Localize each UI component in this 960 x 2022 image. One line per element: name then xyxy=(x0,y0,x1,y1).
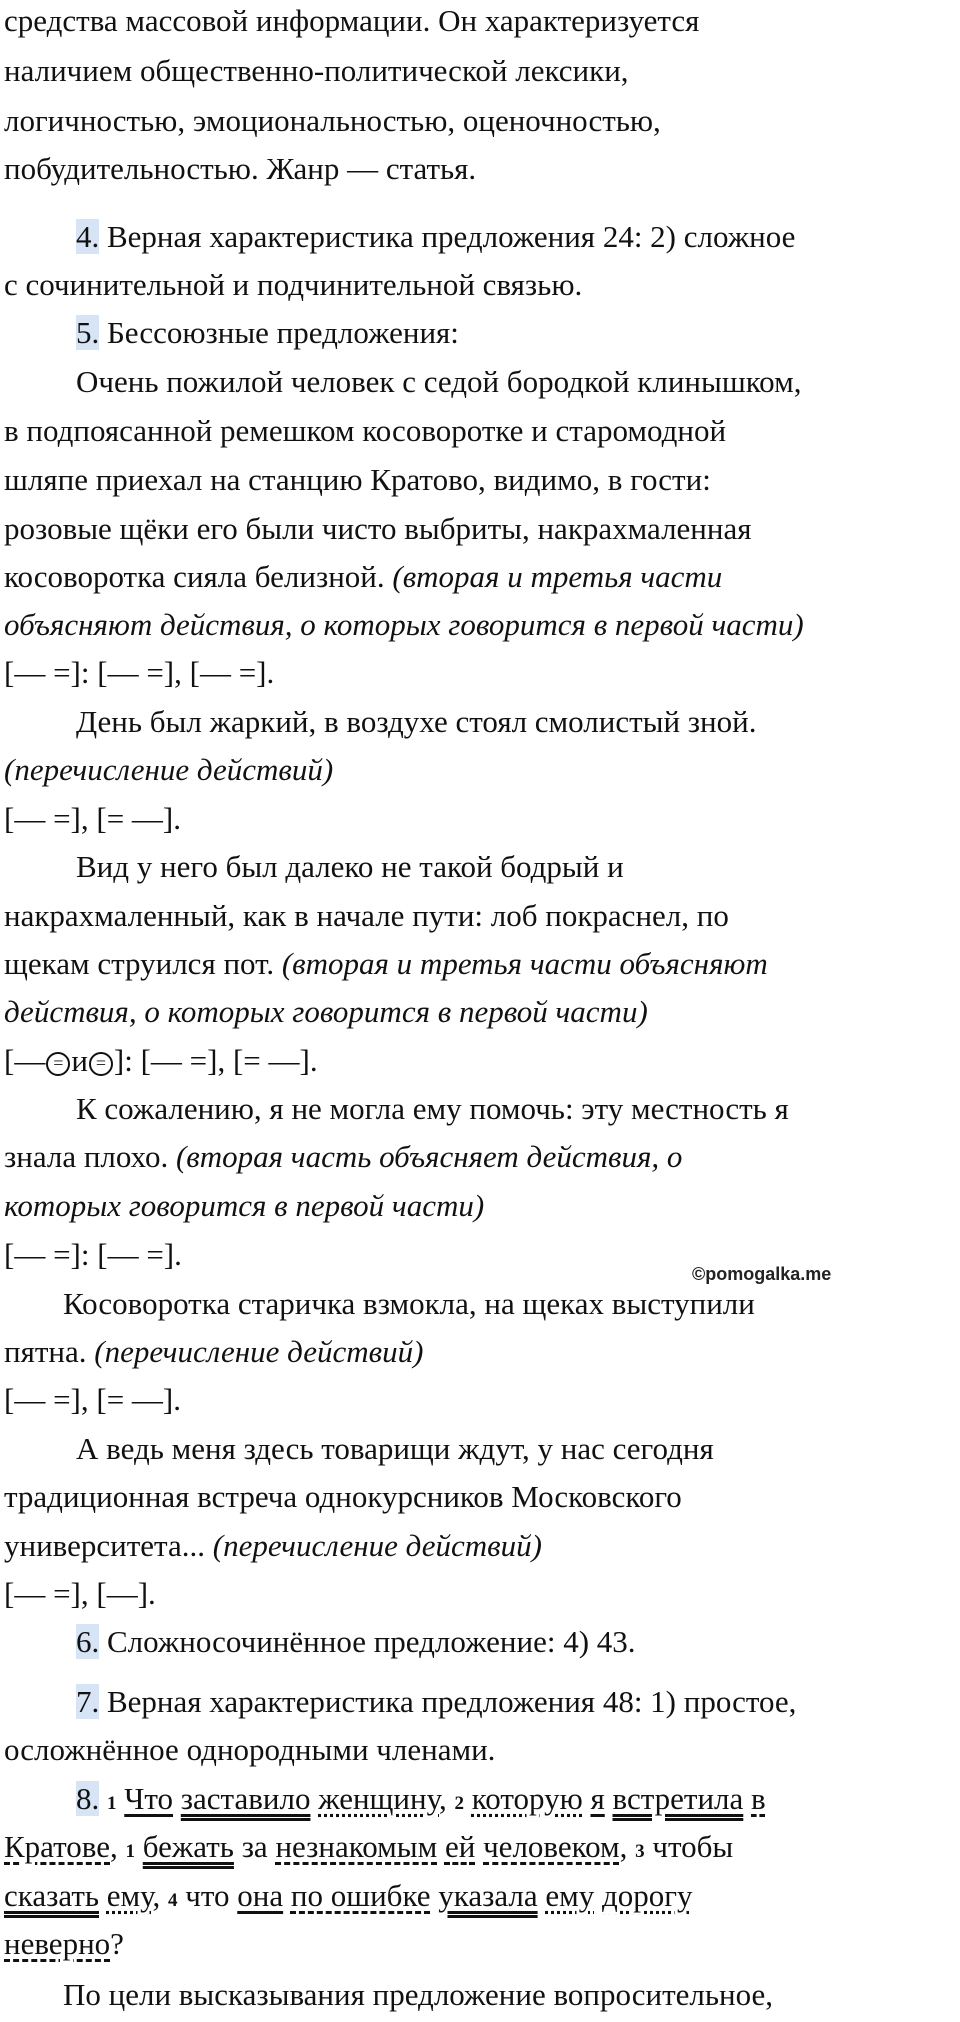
text-line: наличием общественно-политической лексики, xyxy=(4,53,629,88)
item-number: 5. xyxy=(76,315,100,350)
item-number: 8. xyxy=(76,1781,100,1816)
text-line: знала плохо. (вторая часть объясняет действия, о xyxy=(4,1139,683,1174)
text-line: традиционная встреча однокурсников Московского xyxy=(4,1479,682,1514)
text-line: косоворотка сияла белизной. (вторая и третья части xyxy=(4,559,723,594)
watermark: ©pomogalka.me xyxy=(692,1264,832,1284)
text-line: сказать ему, 4 что она по ошибке указала ему дорогу xyxy=(4,1878,693,1913)
scheme: [— =]: [— =], [— =]. xyxy=(4,655,275,690)
text-line: неверно? xyxy=(4,1926,124,1961)
text-line: розовые щёки его были чисто выбриты, накрахмаленная xyxy=(4,511,752,546)
scheme: [— =], [= —]. xyxy=(4,1382,182,1417)
comment: (перечисление действий) xyxy=(94,1334,424,1369)
text-line: Косоворотка старичка взмокла, на щеках выступили xyxy=(63,1286,755,1321)
comment: действия, о которых говорится в первой части) xyxy=(4,994,648,1029)
text-line: Кратове, 1 бежать за незнакомым ей человеком, 3 чтобы xyxy=(4,1829,734,1864)
text-line: с сочинительной и подчинительной связью. xyxy=(4,267,583,302)
text-line: побудительностью. Жанр — статья. xyxy=(4,151,477,186)
text-line: По цели высказывания предложение вопросительное, xyxy=(63,1977,774,2012)
item-number: 4. xyxy=(76,219,100,254)
text-line: щекам струился пот. (вторая и третья части объясняют xyxy=(4,946,768,981)
item-number: 6. xyxy=(76,1624,100,1659)
comment: (перечисление действий) xyxy=(4,752,334,787)
scheme: [— =], [—]. xyxy=(4,1576,156,1611)
answer-7: 7. Верная характеристика предложения 48: 1) простое, xyxy=(76,1684,797,1719)
comment: объясняют действия, о которых говорится в первой части) xyxy=(4,607,804,642)
circled-equals-icon: = xyxy=(46,1052,70,1076)
scheme: [— = и = ]: [— =], [= —]. xyxy=(4,1043,318,1078)
answer-6: 6. Сложносочинённое предложение: 4) 43. xyxy=(76,1624,636,1659)
text-line: осложнённое однородными членами. xyxy=(4,1732,496,1767)
text-line: в подпоясанной ремешком косоворотке и старомодной xyxy=(4,413,727,448)
item-number: 7. xyxy=(76,1684,100,1719)
comment: (перечисление действий) xyxy=(212,1528,542,1563)
text-line: А ведь меня здесь товарищи ждут, у нас сегодня xyxy=(76,1431,714,1466)
scheme: [— =]: [— =]. xyxy=(4,1237,182,1272)
text-line: университета... (перечисление действий) xyxy=(4,1528,542,1563)
answer-5: 5. Бессоюзные предложения: xyxy=(76,315,459,350)
text-line: пятна. (перечисление действий) xyxy=(4,1334,424,1369)
text-line: логичностью, эмоциональностью, оценочностью, xyxy=(4,103,661,138)
text-line: шляпе приехал на станцию Кратово, видимо, в гости: xyxy=(4,462,711,497)
text-line: Вид у него был далеко не такой бодрый и xyxy=(76,849,624,884)
comment: которых говорится в первой части) xyxy=(4,1188,485,1223)
scheme: [— =], [= —]. xyxy=(4,801,182,836)
circled-equals-icon: = xyxy=(89,1052,113,1076)
text-line: Очень пожилой человек с седой бородкой клинышком, xyxy=(76,364,802,399)
comment: (вторая часть объясняет действия, о xyxy=(175,1139,683,1174)
text-line: День был жаркий, в воздухе стоял смолистый зной. xyxy=(76,704,757,739)
text-line: К сожалению, я не могла ему помочь: эту местность я xyxy=(76,1091,789,1126)
text-line: средства массовой информации. Он характеризуется xyxy=(4,3,700,38)
text-line: накрахмаленный, как в начале пути: лоб покраснел, по xyxy=(4,898,729,933)
answer-8: 8. 1 Что заставило женщину, 2 которую я встретила в xyxy=(76,1781,766,1816)
answer-4: 4. Верная характеристика предложения 24: 2) сложное xyxy=(76,219,796,254)
comment: (вторая и третья части xyxy=(392,559,723,594)
comment: (вторая и третья части объясняют xyxy=(281,946,768,981)
